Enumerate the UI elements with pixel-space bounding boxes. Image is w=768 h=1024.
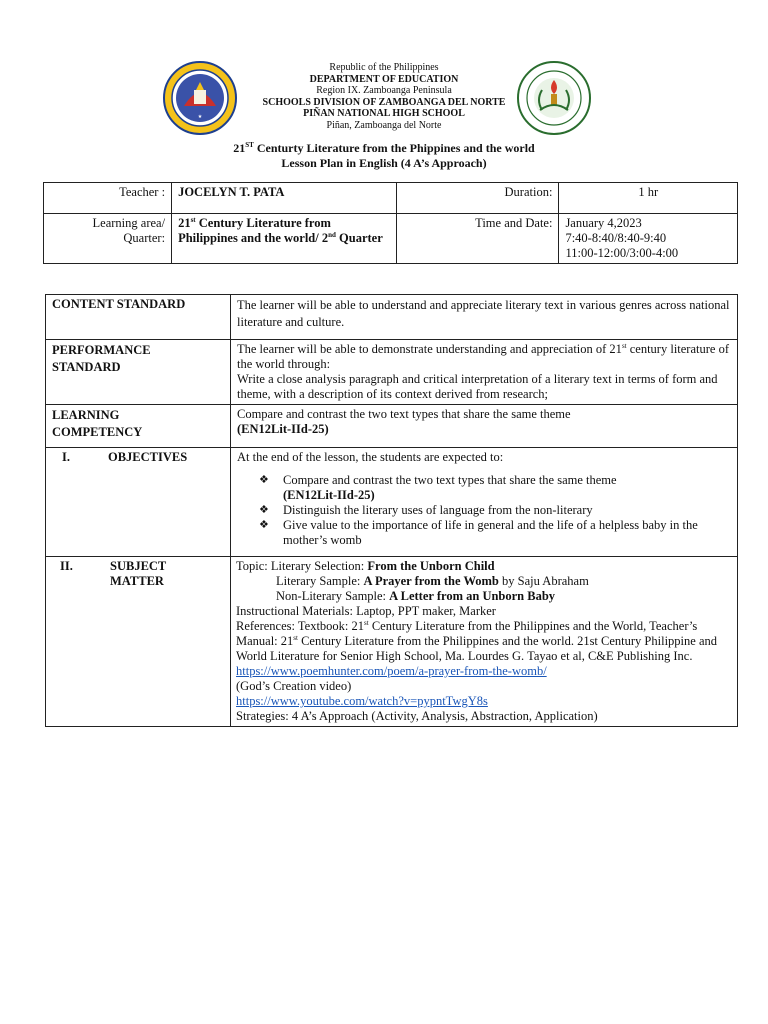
department-line: DEPARTMENT OF EDUCATION	[309, 73, 459, 85]
subject-matter-row	[46, 557, 738, 727]
area-value: 21st Century Literature from Philippines and the world/ 2nd Quarter	[172, 214, 397, 264]
content-standard-row	[46, 295, 738, 340]
youtube-link[interactable]: https://www.youtube.com/watch?v=pypntTwgY8s	[236, 694, 488, 708]
time-value: January 4,2023 7:40-8:40/8:40-9:40 11:00-12:00/3:00-4:00	[559, 214, 738, 264]
lesson-plan-table	[45, 294, 738, 727]
poemhunter-link[interactable]: https://www.poemhunter.com/poem/a-prayer-from-the-womb/	[236, 664, 547, 678]
title-line-2: Lesson Plan in English (4 A’s Approach)	[281, 156, 487, 170]
objective-item-3: ❖ Give value to the importance of life in general and the life of a helpless baby in the mother’s womb	[259, 518, 731, 548]
division-line: SCHOOLS DIVISION OF ZAMBOANGA DEL NORTE	[262, 96, 506, 108]
learning-competency-row	[46, 405, 738, 448]
video-note: (God’s Creation video)	[236, 679, 352, 693]
info-table	[43, 182, 738, 264]
objectives-text: At the end of the lesson, the students are expected to: ❖ Compare and contrast the two text types that share the same theme (EN12Lit-IId-25) ❖ Distinguish the literary uses of language from the non-literary ❖ Give value to the importance of life in general and the life of a helpless baby in the mother’s womb	[231, 448, 738, 557]
time-label: Time and Date:	[396, 214, 559, 264]
performance-standard-label: PERFORMANCE STANDARD	[46, 340, 231, 405]
objective-item-1: ❖ Compare and contrast the two text types that share the same theme (EN12Lit-IId-25)	[259, 473, 731, 503]
subject-matter-label: II. SUBJECT MATTER	[46, 557, 231, 727]
area-label: Learning area/ Quarter:	[44, 214, 172, 264]
document-title	[0, 141, 768, 171]
content-standard-text: The learner will be able to understand and appreciate literary text in various genres across national literature and culture.	[231, 295, 738, 340]
teacher-row	[44, 183, 738, 214]
duration-label: Duration:	[396, 183, 559, 214]
duration-value: 1 hr	[559, 183, 738, 214]
nonliterary-sample-line: Non-Literary Sample: A Letter from an Unborn Baby	[276, 589, 556, 603]
learning-competency-text: Compare and contrast the two text types that share the same theme (EN12Lit-IId-25)	[231, 405, 738, 448]
svg-text:★: ★	[197, 114, 203, 120]
title-line-1: 21ST Centurty Literature from the Phippines and the world	[233, 141, 535, 155]
teacher-label: Teacher :	[44, 183, 172, 214]
objectives-row	[46, 448, 738, 557]
objective-item-2: ❖ Distinguish the literary uses of language from the non-literary	[259, 503, 731, 518]
letterhead	[0, 62, 768, 131]
performance-standard-text: The learner will be able to demonstrate understanding and appreciation of 21st century literature of the world through: Write a close analysis paragraph and critical interpretation of a literary text in terms of form and theme, with a description of its context derived from research;	[231, 340, 738, 405]
teacher-value: JOCELYN T. PATA	[172, 183, 397, 214]
area-row	[44, 214, 738, 264]
learning-competency-label: LEARNING COMPETENCY	[46, 405, 231, 448]
school-line: PIÑAN NATIONAL HIGH SCHOOL	[303, 108, 465, 119]
content-standard-label: CONTENT STANDARD	[46, 295, 231, 340]
objectives-list	[237, 473, 731, 548]
literary-sample-line: Literary Sample: A Prayer from the Womb by Saju Abraham	[276, 574, 589, 588]
objectives-label: I. OBJECTIVES	[46, 448, 231, 557]
topic-line: Topic: Literary Selection: From the Unborn Child	[236, 559, 495, 573]
subject-matter-text	[231, 557, 738, 727]
references-text: References: Textbook: 21st Century Literature from the Philippines and the World, Teacher’s Manual: 21st Century Literature from the Philippines and the world. 21st Century Philippine and World Literature for Senior High School, Ma. Lourdes G. Tayao et al, C&E Publishing Inc.	[236, 618, 717, 663]
region-line: Region IX. Zamboanga Peninsula	[316, 85, 452, 96]
republic-line: Republic of the Philippines	[329, 62, 439, 73]
performance-standard-row	[46, 340, 738, 405]
address-line: Piñan, Zamboanga del Norte	[326, 119, 442, 131]
strategies-line: Strategies: 4 A’s Approach (Activity, Analysis, Abstraction, Application)	[236, 709, 598, 723]
materials-line: Instructional Materials: Laptop, PPT maker, Marker	[236, 604, 496, 618]
